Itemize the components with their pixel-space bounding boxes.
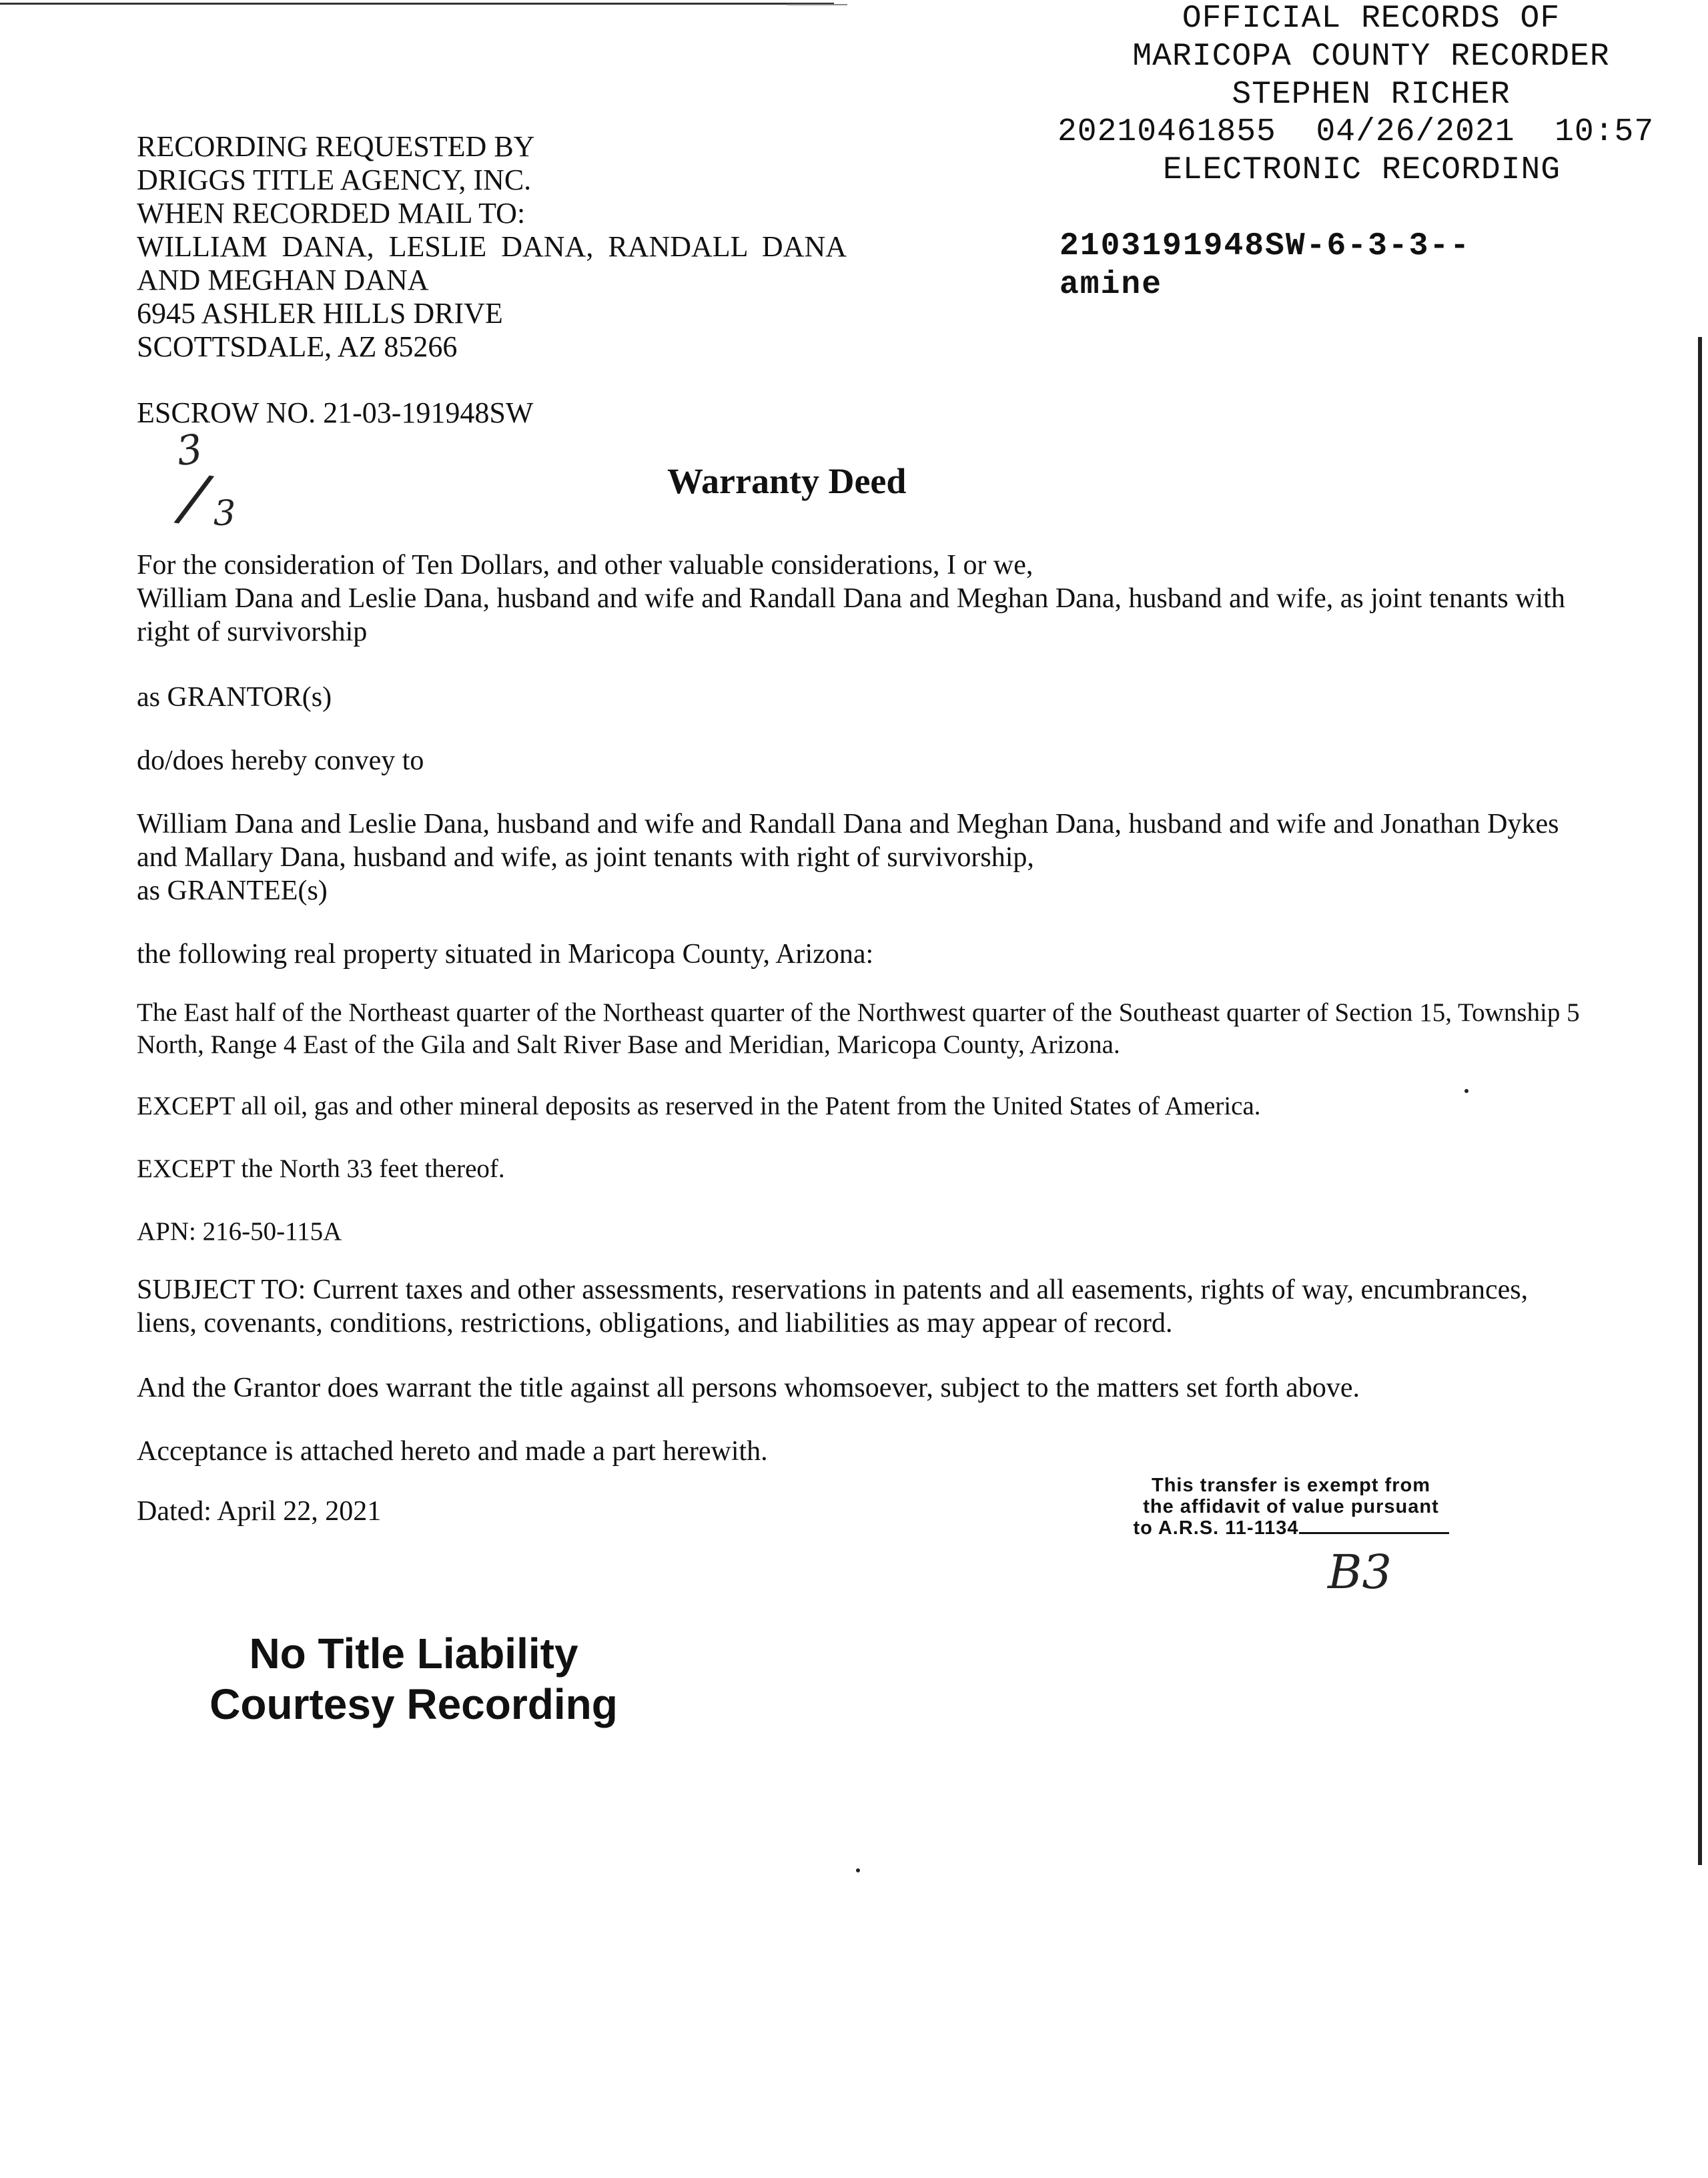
exempt-line-3: to A.R.S. 11-1134 [1133,1517,1299,1539]
record-number: 20210461855 [1057,114,1276,150]
requested-line-5: AND MEGHAN DANA [137,264,429,296]
record-date: 04/26/2021 [1316,114,1515,150]
warranty-text: And the Grantor does warrant the title against all persons whomsoever, subject to the matters set forth above. [137,1373,1360,1403]
reference-number: 2103191948SW-6-3-3-- [1059,228,1471,264]
requested-line-4: WILLIAM DANA, LESLIE DANA, RANDALL DANA [137,230,847,263]
requested-line-3: WHEN RECORDED MAIL TO: [137,197,526,230]
recorder-header [1037,0,1705,114]
property-intro-text: the following real property situated in Maricopa County, Arizona: [137,939,874,970]
requested-line-6: 6945 ASHLER HILLS DRIVE [137,297,503,330]
handwritten-slash: / [177,459,211,536]
scan-speck [856,1868,860,1872]
grantors-text: William Dana and Leslie Dana, husband and wife and Randall Dana and Meghan Dana, husband and wife, as joint tenants with right of survivorship [137,583,1565,647]
top-rule [0,3,834,5]
scan-speck [1464,1089,1468,1093]
as-grantor-text: as GRANTOR(s) [137,682,332,713]
exempt-line-2: the affidavit of value pursuant [1143,1496,1439,1517]
apn: APN: 216-50-115A [137,1217,342,1246]
electronic-recording: ELECTRONIC RECORDING [1163,152,1561,188]
requested-line-1: RECORDING REQUESTED BY [137,130,535,163]
recording-requested-block [137,130,847,364]
legal-description: The East half of the Northeast quarter of the Northeast quarter of the Northwest quarter of the Southeast quarter of Section 15, Township 5 North, Range 4 East of the Gila and Salt River Base and Meridian, Maricopa County, Arizona. [137,998,1580,1059]
recorder-meta [1057,113,1654,190]
consideration-text: For the consideration of Ten Dollars, and other valuable considerations, I or we, [137,550,1033,581]
handwritten-page-bottom: 3 [214,494,236,534]
handwritten-initials: B3 [1328,1545,1392,1599]
except-north: EXCEPT the North 33 feet thereof. [137,1154,505,1183]
as-grantee-text: as GRANTEE(s) [137,875,328,906]
document-title: Warranty Deed [667,461,907,501]
courtesy-line-1: No Title Liability [249,1629,578,1678]
subject-to-text: SUBJECT TO: Current taxes and other assessments, reservations in patents and all easements, rights of way, encumbrances, liens, covenants, conditions, restrictions, obligations, and liabilities as may appear of record. [137,1275,1529,1339]
scan-edge-line [1698,337,1702,1865]
operator-name: amine [1059,267,1163,303]
convey-text: do/does hereby convey to [137,745,424,776]
exempt-signature-line [1299,1532,1449,1534]
recorder-line-1: OFFICIAL RECORDS OF [1182,1,1561,37]
acceptance-text: Acceptance is attached hereto and made a part herewith. [137,1436,768,1467]
recorder-reference [1059,227,1470,304]
courtesy-line-2: Courtesy Recording [209,1680,618,1728]
recorder-line-3: STEPHEN RICHER [1232,77,1511,113]
dated-text: Dated: April 22, 2021 [137,1496,382,1527]
escrow-number: ESCROW NO. 21-03-191948SW [137,396,534,429]
handwritten-page-top: 3 [173,425,205,476]
top-rule-tail [787,4,847,5]
exempt-stamp [1084,1475,1498,1539]
grantees-text: William Dana and Leslie Dana, husband and wife and Randall Dana and Meghan Dana, husband and wife and Jonathan Dykes and Mallary Dana, husband and wife, as joint tenants with right of survivorship, [137,809,1559,873]
recorder-line-2: MARICOPA COUNTY RECORDER [1132,39,1610,75]
requested-line-2: DRIGGS TITLE AGENCY, INC. [137,163,532,196]
courtesy-stamp [187,1628,640,1730]
requested-line-7: SCOTTSDALE, AZ 85266 [137,330,458,363]
exempt-line-1: This transfer is exempt from [1152,1475,1430,1496]
record-time: 10:57 [1555,114,1655,150]
except-minerals: EXCEPT all oil, gas and other mineral deposits as reserved in the Patent from the United States of America. [137,1092,1261,1120]
